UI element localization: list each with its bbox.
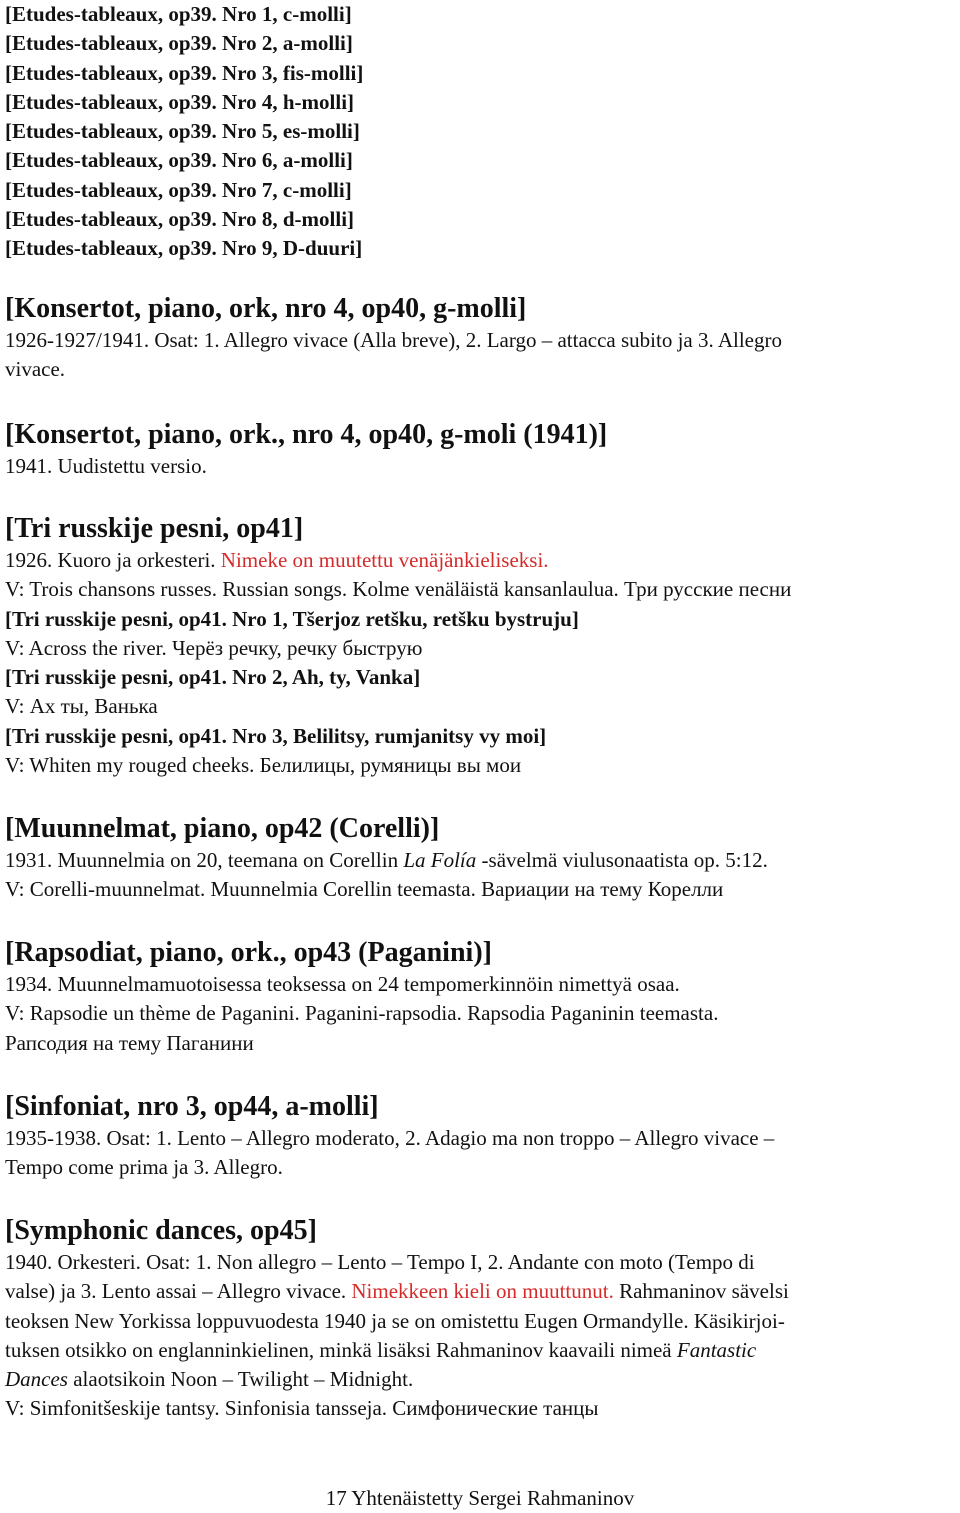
section-heading: [Sinfoniat, nro 3, op44, a-molli]: [5, 1091, 379, 1122]
etude-title: [Etudes-tableaux, op39. Nro 1, c-molli]: [5, 2, 352, 26]
page-footer: 17 Yhtenäistetty Sergei Rahmaninov: [325, 1486, 635, 1510]
section-text: 1941. Uudistettu versio.: [5, 454, 207, 478]
section-text-part: 1926. Kuoro ja orkesteri.: [5, 548, 221, 572]
section-tri-russkije: [5, 512, 791, 780]
section-text: [5, 1336, 789, 1365]
etude-title: [Etudes-tableaux, op39. Nro 4, h-molli]: [5, 89, 355, 114]
section-text: 1926-1927/1941. Osat: 1. Allegro vivace (Alla breve), 2. Largo – attacca subito ja 3. Allegro: [5, 328, 782, 352]
section-text-part: -sävelmä viulusonaatista op. 5:12.: [476, 848, 768, 872]
section-heading: [Symphonic dances, op45]: [5, 1215, 317, 1246]
etude-title: [Etudes-tableaux, op39. Nro 8, d-molli]: [5, 207, 355, 232]
section-text: V: Across the river. Черёз речку, речку быструю: [5, 635, 423, 660]
subwork-title: [Tri russkije pesni, op41. Nro 2, Ah, ty, Vanka]: [5, 665, 421, 690]
change-note: Nimekkeen kieli on muuttunut.: [351, 1279, 614, 1304]
subwork-title: [Tri russkije pesni, op41. Nro 3, Belilitsy, rumjanitsy vy moi]: [5, 723, 547, 748]
section-text: [5, 1365, 789, 1394]
section-heading: [Muunnelmat, piano, op42 (Corelli)]: [5, 813, 440, 844]
section-heading: [Tri russkije pesni, op41]: [5, 513, 304, 544]
section-text: teoksen New Yorkissa loppuvuodesta 1940 ja se on omistettu Eugen Ormandylle. Käsikirjoi-: [5, 1308, 785, 1333]
section-text: [5, 1277, 789, 1306]
section-konsertto-4: [5, 292, 782, 385]
work-title-italic: Dances: [5, 1367, 68, 1392]
section-konsertto-4-1941: [5, 418, 607, 481]
etude-title: [Etudes-tableaux, op39. Nro 9, D-duuri]: [5, 236, 363, 261]
section-sinfoniat: [5, 1090, 774, 1183]
section-heading: [Konsertot, piano, ork., nro 4, op40, g-moli (1941)]: [5, 419, 608, 450]
section-text: Tempo come prima ja 3. Allegro.: [5, 1155, 283, 1180]
section-text: V: Ах ты, Ванька: [5, 694, 158, 719]
section-text-part: tuksen otsikko on englanninkielinen, minkä lisäksi Rahmaninov kaavaili nimeä: [5, 1337, 677, 1362]
section-text: 1935-1938. Osat: 1. Lento – Allegro moderato, 2. Adagio ma non troppo – Allegro vivace –: [5, 1126, 775, 1150]
etude-title: [Etudes-tableaux, op39. Nro 6, a-molli]: [5, 148, 353, 173]
etudes-list: [5, 0, 363, 264]
section-text: [5, 846, 768, 875]
etude-title: [Etudes-tableaux, op39. Nro 2, a-molli]: [5, 31, 353, 56]
section-text: 1940. Orkesteri. Osat: 1. Non allegro – Lento – Tempo I, 2. Andante con moto (Tempo di: [5, 1250, 755, 1274]
section-heading: [Konsertot, piano, ork, nro 4, op40, g-molli]: [5, 293, 527, 324]
section-symphonic-dances: [5, 1214, 789, 1424]
subwork-title: [Tri russkije pesni, op41. Nro 1, Tšerjoz retšku, retšku bystruju]: [5, 606, 579, 631]
change-note: Nimeke on muutettu venäjänkieliseksi.: [220, 548, 549, 572]
section-rapsodiat: [5, 936, 718, 1058]
section-heading: [Rapsodiat, piano, ork., op43 (Paganini)]: [5, 937, 492, 968]
section-text: V: Corelli-muunnelmat. Muunnelmia Corellin teemasta. Вариации на тему Корелли: [5, 877, 724, 902]
etude-title: [Etudes-tableaux, op39. Nro 7, c-molli]: [5, 177, 352, 202]
section-text: V: Whiten my rouged cheeks. Белилицы, румяницы вы мои: [5, 753, 522, 778]
work-title-italic: Fantastic: [676, 1337, 757, 1362]
etude-title: [Etudes-tableaux, op39. Nro 3, fis-molli]: [5, 60, 364, 85]
section-text-part: Rahmaninov sävelsi: [613, 1279, 789, 1304]
section-text-part: alaotsikoin Noon – Twilight – Midnight.: [67, 1367, 414, 1392]
section-text: Рапсодия на тему Паганини: [5, 1030, 254, 1055]
section-text-part: 1931. Muunnelmia on 20, teemana on Corellin: [5, 848, 404, 872]
work-title-italic: La Folía: [403, 848, 477, 872]
section-text-part: valse) ja 3. Lento assai – Allegro vivace.: [5, 1279, 352, 1304]
section-text: vivace.: [5, 357, 66, 382]
etude-title: [Etudes-tableaux, op39. Nro 5, es-molli]: [5, 119, 360, 144]
section-text: [5, 546, 791, 575]
section-text: V: Trois chansons russes. Russian songs. Kolme venäläistä kansanlaulua. Три русские песни: [5, 577, 792, 602]
section-text: V: Simfonitšeskije tantsy. Sinfonisia tansseja. Симфонические танцы: [5, 1396, 599, 1421]
section-text: V: Rapsodie un thème de Paganini. Paganini-rapsodia. Rapsodia Paganinin teemasta.: [5, 1001, 719, 1026]
section-text: 1934. Muunnelmamuotoisessa teoksessa on 24 tempomerkinnöin nimettyä osaa.: [5, 972, 680, 996]
section-muunnelmat: [5, 812, 768, 905]
